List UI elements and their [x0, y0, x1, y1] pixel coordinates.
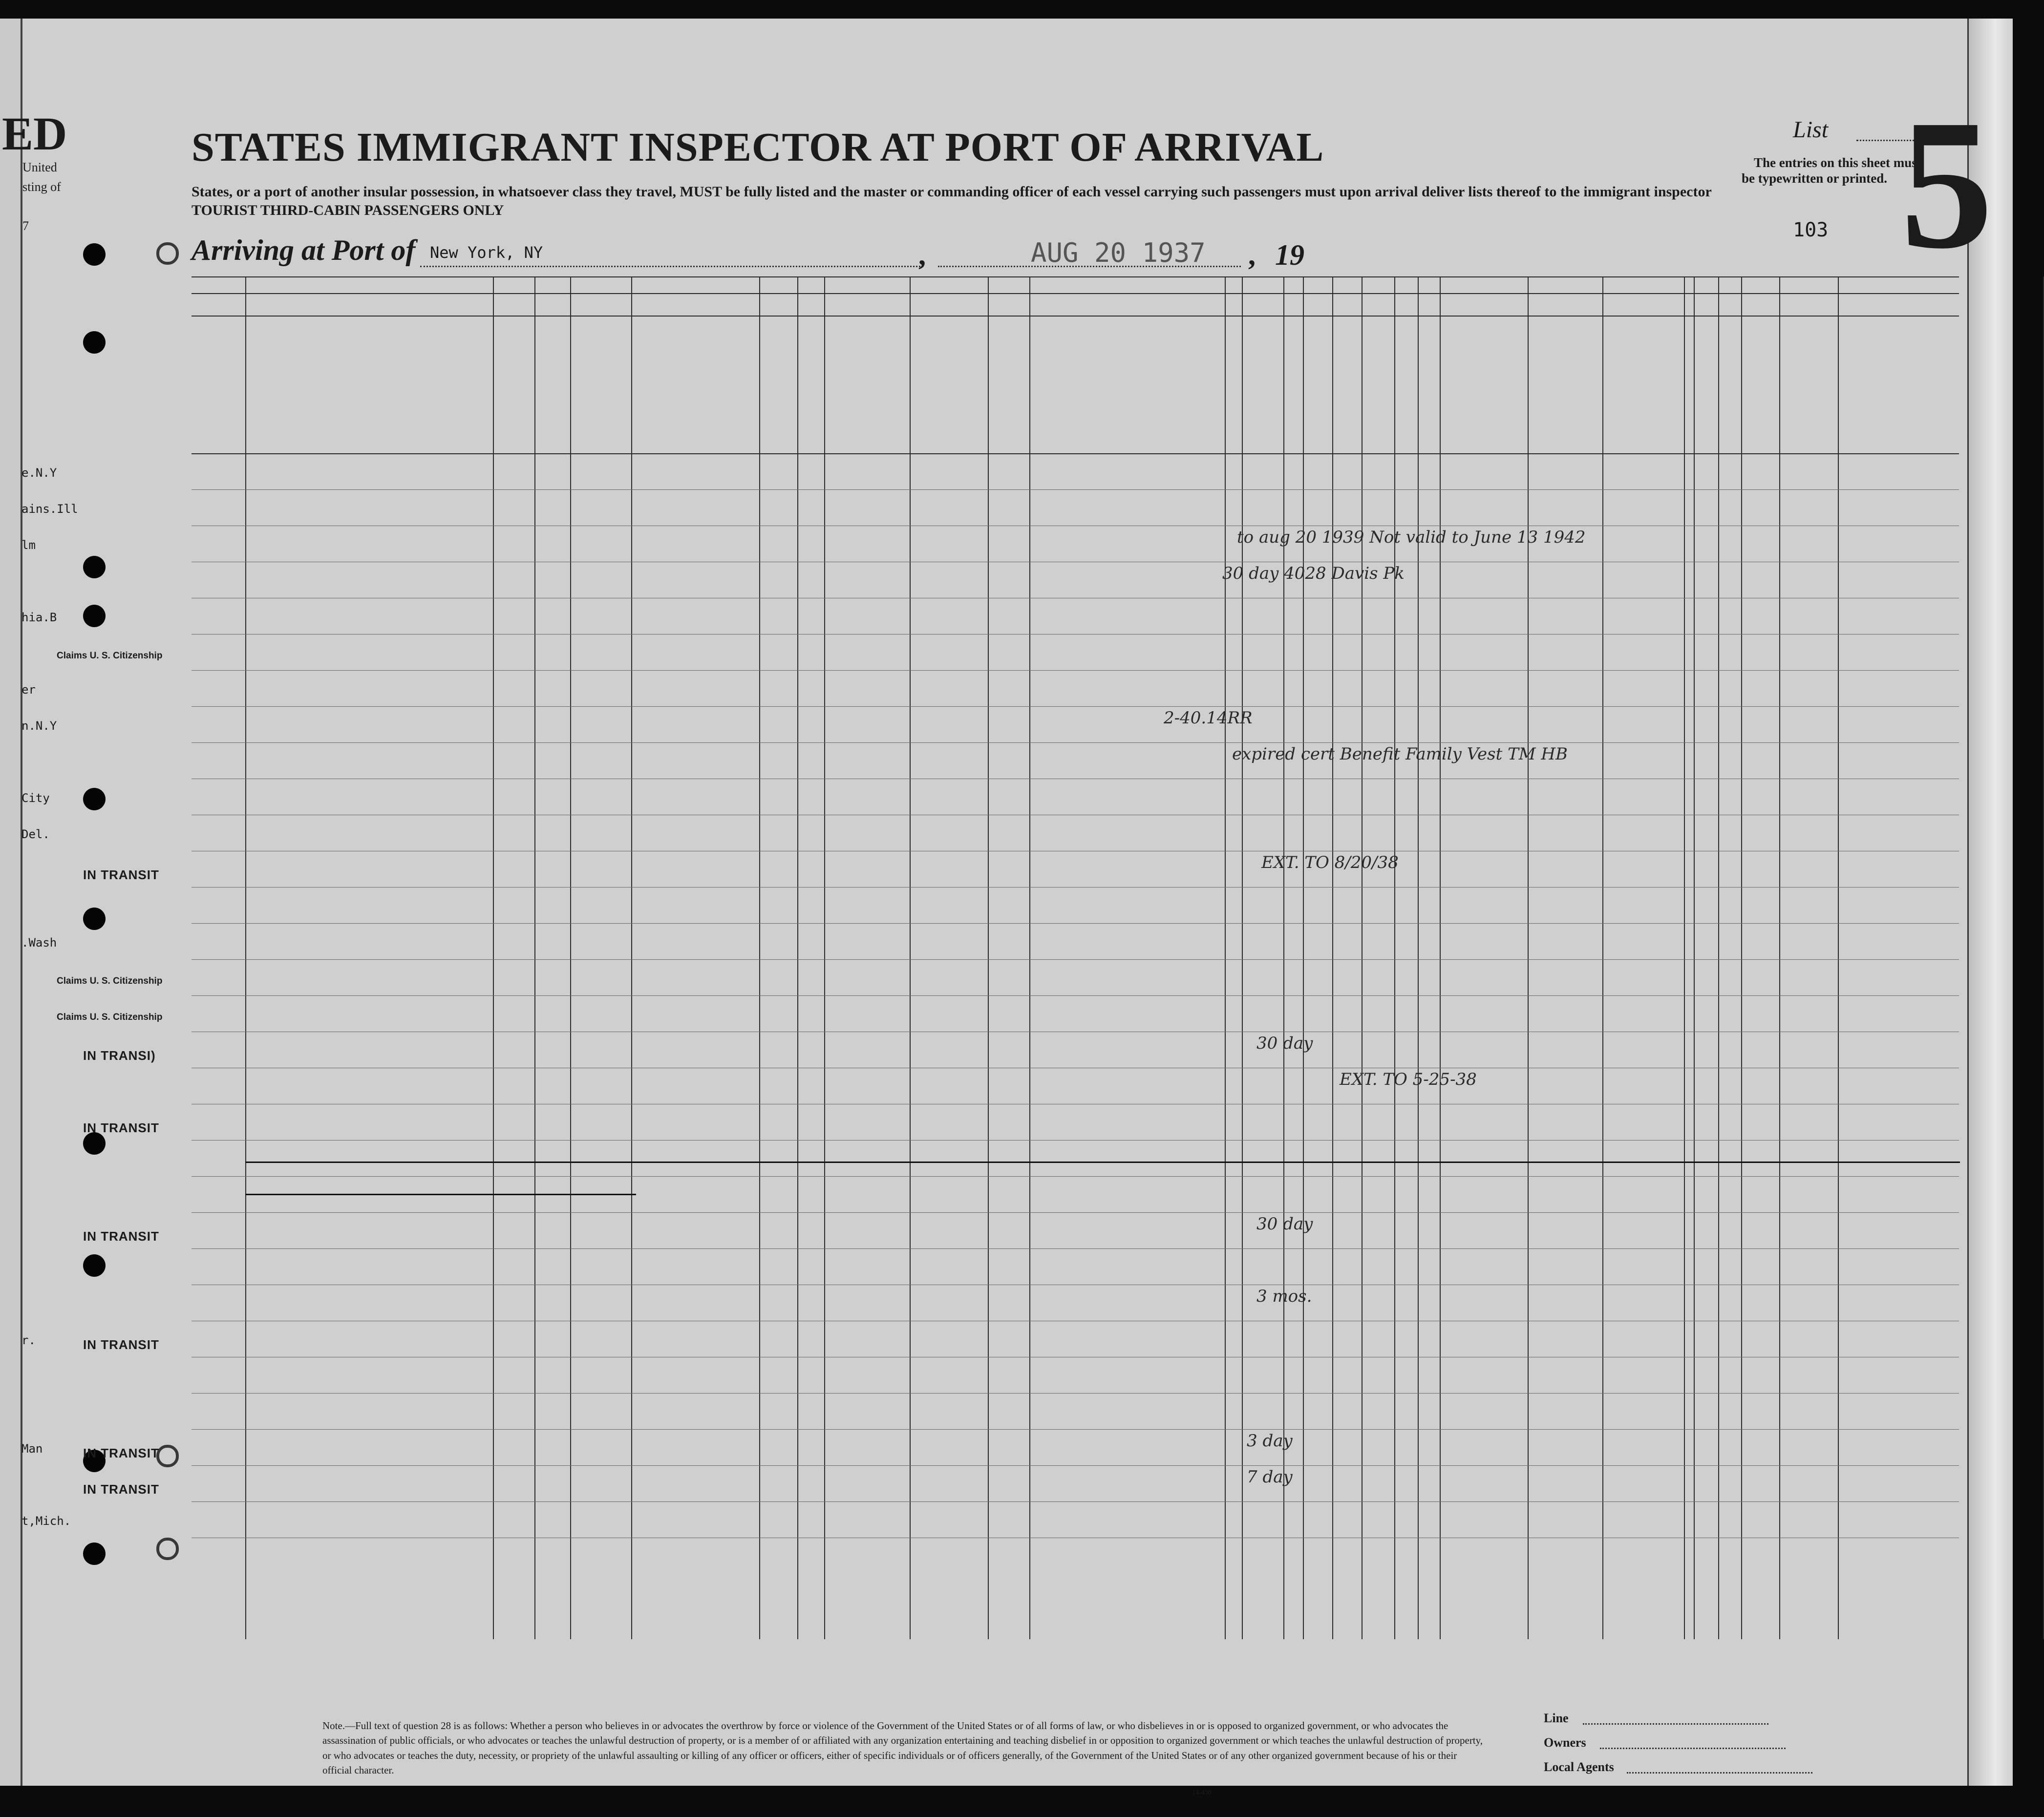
margin-fragment: lm — [21, 538, 36, 552]
punch-hole-ring — [156, 1538, 179, 1560]
margin-fragment: Man — [21, 1442, 43, 1456]
row-rule — [192, 1501, 1959, 1502]
footer-line-underline — [1583, 1723, 1768, 1725]
stub-text: sting of — [22, 180, 61, 194]
punch-hole — [83, 908, 106, 930]
date-stamp: AUG 20 1937 — [1031, 237, 1206, 268]
strike-line — [245, 1162, 1960, 1163]
in-transit-stamp: IN TRANSIT — [83, 1482, 159, 1497]
row-rule — [192, 1212, 1959, 1213]
port-value: New York, NY — [430, 243, 543, 262]
title-fragment: ED — [2, 107, 67, 160]
comma: , — [1248, 239, 1256, 271]
class-line: TOURIST THIRD-CABIN PASSENGERS ONLY — [192, 202, 504, 218]
list-label: List — [1793, 117, 1829, 143]
column-rule — [1838, 276, 1839, 1639]
claims-citizenship-stamp: Claims U. S. Citizenship — [57, 1012, 163, 1022]
footnote-q28: Note.—Full text of question 28 is as follows: Whether a person who believes in or advocates the overthrow by force or violence of the Government of the United States or of all forms of law, or who disbelieves in or is opposed to organized government, or who advocates the assassination of public officials, or who advocates or teaches the unlawful destruction of property, or is a member of or affiliated with any organization entertaining and teaching disbelief in or opposition to organized government or which teaches the unlawful destruction of property, or who advocates or teaches the duty, necessity, or propriety of the unlawful assaulting or killing of any officer or officers, either of specific individuals or of officers generally, of the Government of the United States or of any other organized government because of his or their official character. — [322, 1720, 1483, 1776]
manifest-table — [192, 276, 1959, 1639]
in-transit-stamp: IN TRANSIT — [83, 1337, 159, 1352]
column-rule — [493, 276, 494, 1639]
footer-line-label: Line — [1544, 1711, 1569, 1725]
punch-hole — [83, 243, 106, 266]
margin-fragment: n.N.Y — [21, 719, 57, 733]
arriving-label: Arriving at Port of — [192, 234, 416, 266]
footer-owners-label: Owners — [1544, 1735, 1586, 1750]
row-rule — [192, 1465, 1959, 1466]
punch-hole — [83, 788, 106, 810]
row-rule — [192, 1248, 1959, 1249]
handwritten-note: EXT. TO 5-25-38 — [1340, 1070, 1477, 1089]
comma: , — [918, 239, 926, 271]
stub-text: United — [22, 160, 57, 174]
page-title: STATES IMMIGRANT INSPECTOR AT PORT OF ARRIVAL — [192, 125, 1324, 170]
strike-line — [245, 1194, 636, 1195]
column-rule — [1029, 276, 1030, 1639]
claims-citizenship-stamp: Claims U. S. Citizenship — [57, 976, 163, 986]
row-rule — [192, 959, 1959, 960]
margin-fragment: r. — [21, 1333, 36, 1347]
claims-citizenship-stamp: Claims U. S. Citizenship — [57, 651, 163, 661]
handwritten-note: 3 day — [1247, 1431, 1293, 1451]
in-transit-stamp: IN TRANSIT — [83, 1446, 159, 1460]
column-rule — [245, 276, 246, 1639]
column-rule — [824, 276, 825, 1639]
row-rule — [192, 1140, 1959, 1141]
row-rule — [192, 1429, 1959, 1430]
column-rule — [910, 276, 911, 1639]
instruction-text: States, or a port of another insular possession, in whatsoever class they travel, MUST be fully listed and the master or commanding officer of each vessel carrying such passengers must upon arrival deliver lists thereof to the immigrant inspector — [192, 184, 1712, 200]
row-rule — [192, 742, 1959, 743]
column-rule — [1362, 276, 1363, 1639]
footer-agents-label: Local Agents — [1544, 1760, 1614, 1774]
column-rule — [1225, 276, 1226, 1639]
row-rule — [192, 489, 1959, 490]
in-transit-stamp: IN TRANSIT — [83, 867, 159, 882]
punch-hole — [83, 605, 106, 627]
margin-fragment: Del. — [21, 827, 50, 841]
port-underline — [420, 266, 923, 267]
handwritten-note: 30 day — [1256, 1214, 1313, 1234]
margin-fragment: hia.B — [21, 611, 57, 624]
punch-hole — [83, 1542, 106, 1565]
column-rule — [1741, 276, 1742, 1639]
column-rule — [988, 276, 989, 1639]
manifest-sheet — [0, 19, 2013, 1796]
margin-fragment: ains.Ill — [21, 502, 78, 516]
typewritten-note: be typewritten or printed. — [1742, 171, 1887, 186]
page-number: 103 — [1793, 219, 1829, 241]
column-rule — [570, 276, 571, 1639]
header-rule — [192, 293, 1959, 294]
row-rule — [192, 670, 1959, 671]
handwritten-note: expired cert Benefit Family Vest TM HB — [1232, 744, 1568, 764]
column-rule — [1242, 276, 1243, 1639]
margin-fragment: er — [21, 683, 36, 697]
column-rule — [1718, 276, 1719, 1639]
column-rule — [1694, 276, 1695, 1639]
typewritten-note: The entries on this sheet must — [1754, 155, 1921, 170]
punch-hole — [83, 556, 106, 578]
handwritten-note: 30 day 4028 Davis Pk — [1222, 564, 1405, 583]
column-rule — [1602, 276, 1603, 1639]
row-rule — [192, 1393, 1959, 1394]
header-rule — [192, 316, 1959, 317]
punch-hole — [83, 331, 106, 354]
column-rule — [1779, 276, 1780, 1639]
binding-strip — [0, 19, 22, 1786]
footer-agents-underline — [1627, 1772, 1812, 1774]
column-rule — [631, 276, 632, 1639]
column-rule — [1332, 276, 1333, 1639]
handwritten-note: 30 day — [1256, 1034, 1313, 1053]
row-rule — [192, 706, 1959, 707]
column-rule — [1394, 276, 1395, 1639]
margin-fragment: .Wash — [21, 936, 57, 950]
punch-hole-ring — [156, 1445, 179, 1467]
in-transit-stamp: IN TRANSIT — [83, 1229, 159, 1244]
column-rule — [1440, 276, 1441, 1639]
column-rule — [1418, 276, 1419, 1639]
footer-owners-underline — [1600, 1748, 1786, 1749]
margin-fragment: t,Mich. — [21, 1514, 71, 1528]
column-rule — [1684, 276, 1685, 1639]
form-number: 14-430 — [1192, 1789, 1212, 1796]
column-rule — [797, 276, 798, 1639]
column-rule — [1303, 276, 1304, 1639]
in-transit-stamp: IN TRANSI) — [83, 1048, 156, 1063]
column-rule — [759, 276, 760, 1639]
header-rule — [192, 453, 1959, 454]
row-rule — [192, 995, 1959, 996]
row-rule — [192, 923, 1959, 924]
year-prefix: 19 — [1275, 239, 1304, 271]
punch-hole — [83, 1254, 106, 1277]
handwritten-note: 7 day — [1247, 1467, 1293, 1487]
column-rule — [1528, 276, 1529, 1639]
margin-fragment: e.N.Y — [21, 466, 57, 480]
margin-fragment: City — [21, 791, 50, 805]
header-rule — [192, 276, 1959, 277]
row-rule — [192, 1176, 1959, 1177]
handwritten-note: 2-40.14RR — [1164, 708, 1253, 728]
stub-text: 7 — [22, 219, 29, 233]
handwritten-note: 3 mos. — [1256, 1287, 1312, 1306]
sheet-number: 5 — [1900, 82, 1993, 287]
handwritten-note: EXT. TO 8/20/38 — [1261, 853, 1399, 872]
in-transit-stamp: IN TRANSIT — [83, 1120, 159, 1135]
punch-hole-ring — [156, 242, 179, 265]
column-rule — [534, 276, 535, 1639]
handwritten-note: to aug 20 1939 Not valid to June 13 1942 — [1237, 528, 1586, 547]
